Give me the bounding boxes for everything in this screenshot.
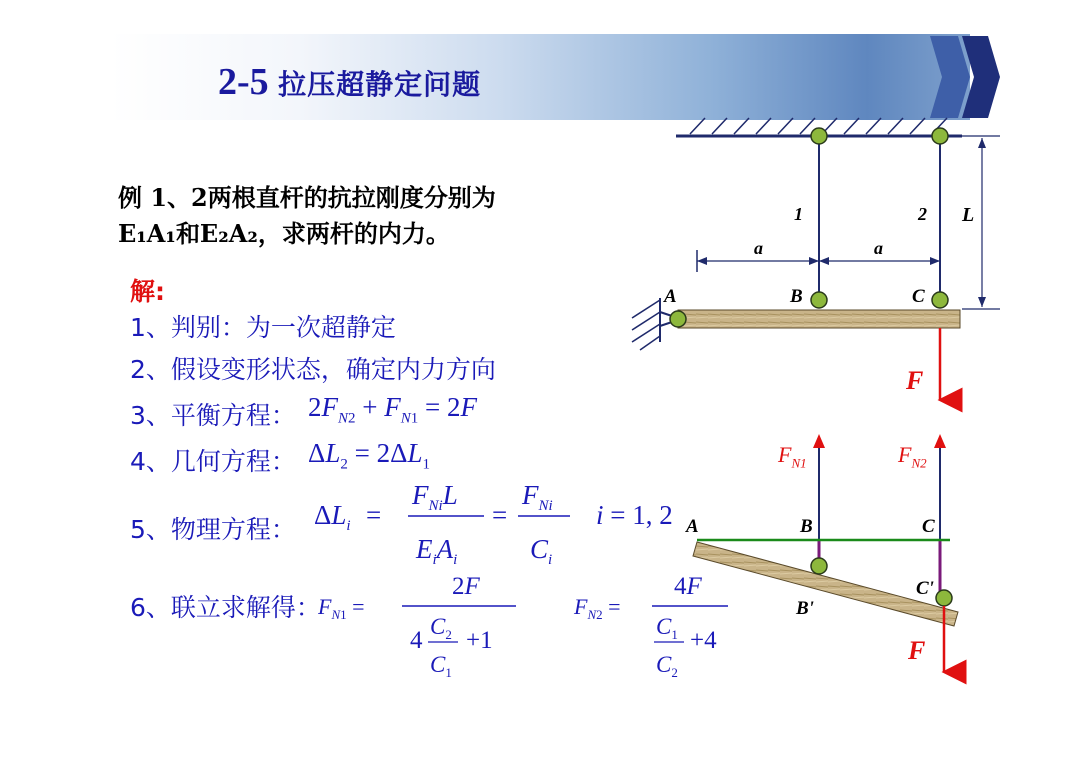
svg-text:+1: +1 bbox=[466, 627, 493, 654]
label-force-bottom: F bbox=[908, 636, 926, 665]
svg-text:ΔLi: $\Delta L_i$ bbox=[314, 500, 351, 534]
label-fn2: $F_{N2}$ bbox=[898, 442, 927, 471]
label-point-a: A bbox=[664, 286, 677, 307]
label-point-a-lower: A bbox=[686, 516, 699, 537]
step-3-label: 3、平衡方程： bbox=[130, 401, 296, 430]
svg-text:FN1 =: $F_N1$ = bbox=[318, 594, 365, 622]
svg-text:4F: 4F bbox=[674, 573, 702, 600]
svg-text:EiAi: $E_iA_i$ bbox=[416, 534, 458, 568]
svg-text:FNi: $F_{Ni}$ bbox=[522, 480, 553, 514]
svg-text:=: = bbox=[366, 500, 382, 530]
label-point-b-lower: B bbox=[800, 516, 813, 537]
step-6-label: 6、联立求解得： bbox=[130, 593, 321, 622]
svg-text:2F: 2F bbox=[452, 573, 480, 600]
step-2: 2、假设变形状态，确定内力方向 bbox=[130, 355, 496, 384]
problem-line-2: E₁A₁和E₂A₂，求两杆的内力。 bbox=[118, 219, 450, 248]
label-length: L bbox=[962, 204, 975, 226]
beam bbox=[678, 310, 960, 328]
section-number: 2-5 bbox=[218, 61, 269, 103]
step-1: 1、判别：为一次超静定 bbox=[130, 313, 396, 342]
joints bbox=[670, 128, 948, 327]
svg-text:4: 4 bbox=[410, 627, 423, 654]
problem-line-1: 例 1、2两根直杆的抗拉刚度分别为 bbox=[118, 183, 496, 212]
step-4-label: 4、几何方程： bbox=[130, 447, 296, 476]
solution-label: 解: bbox=[130, 277, 165, 306]
step-5-label: 5、物理方程： bbox=[130, 515, 296, 544]
svg-text:=: = bbox=[492, 500, 508, 530]
svg-text:FNiL: $F_{Ni}L$ bbox=[412, 480, 458, 514]
svg-text:FN2 =: $F_N2$ = bbox=[574, 594, 621, 622]
label-a-1: a bbox=[754, 238, 763, 258]
label-fn1: $F_{N1}$ bbox=[778, 442, 807, 471]
svg-text:C2: $C_2$ bbox=[430, 614, 452, 642]
svg-text:C2: $C_2$ bbox=[656, 652, 678, 680]
svg-text:Ci: $C_i$ bbox=[530, 534, 553, 568]
svg-text:C1: $C_1$ bbox=[430, 652, 452, 680]
label-point-c-lower: C bbox=[922, 516, 935, 537]
label-bar-2: 2 bbox=[918, 204, 927, 224]
wall-hatch bbox=[632, 300, 660, 350]
label-point-c: C bbox=[912, 286, 925, 307]
svg-text:+4: +4 bbox=[690, 627, 717, 654]
step-3-equation: $2F_{N2} + F_{N1} = 2F$ bbox=[308, 392, 477, 427]
label-a-2: a bbox=[874, 238, 883, 258]
section-title: 拉压超静定问题 bbox=[278, 68, 482, 101]
label-bar-1: 1 bbox=[794, 204, 803, 224]
label-point-b-prime: B' bbox=[796, 598, 814, 619]
svg-text:C1: $C_1$ bbox=[656, 614, 678, 642]
label-force-top: F bbox=[906, 366, 924, 395]
step-4-equation: $\Delta L_2 = 2\Delta L_1$ bbox=[308, 438, 431, 473]
svg-text:i = 1, 2: i = 1, 2 bbox=[596, 500, 673, 530]
label-point-b: B bbox=[790, 286, 803, 307]
label-point-c-prime: C' bbox=[916, 578, 934, 599]
